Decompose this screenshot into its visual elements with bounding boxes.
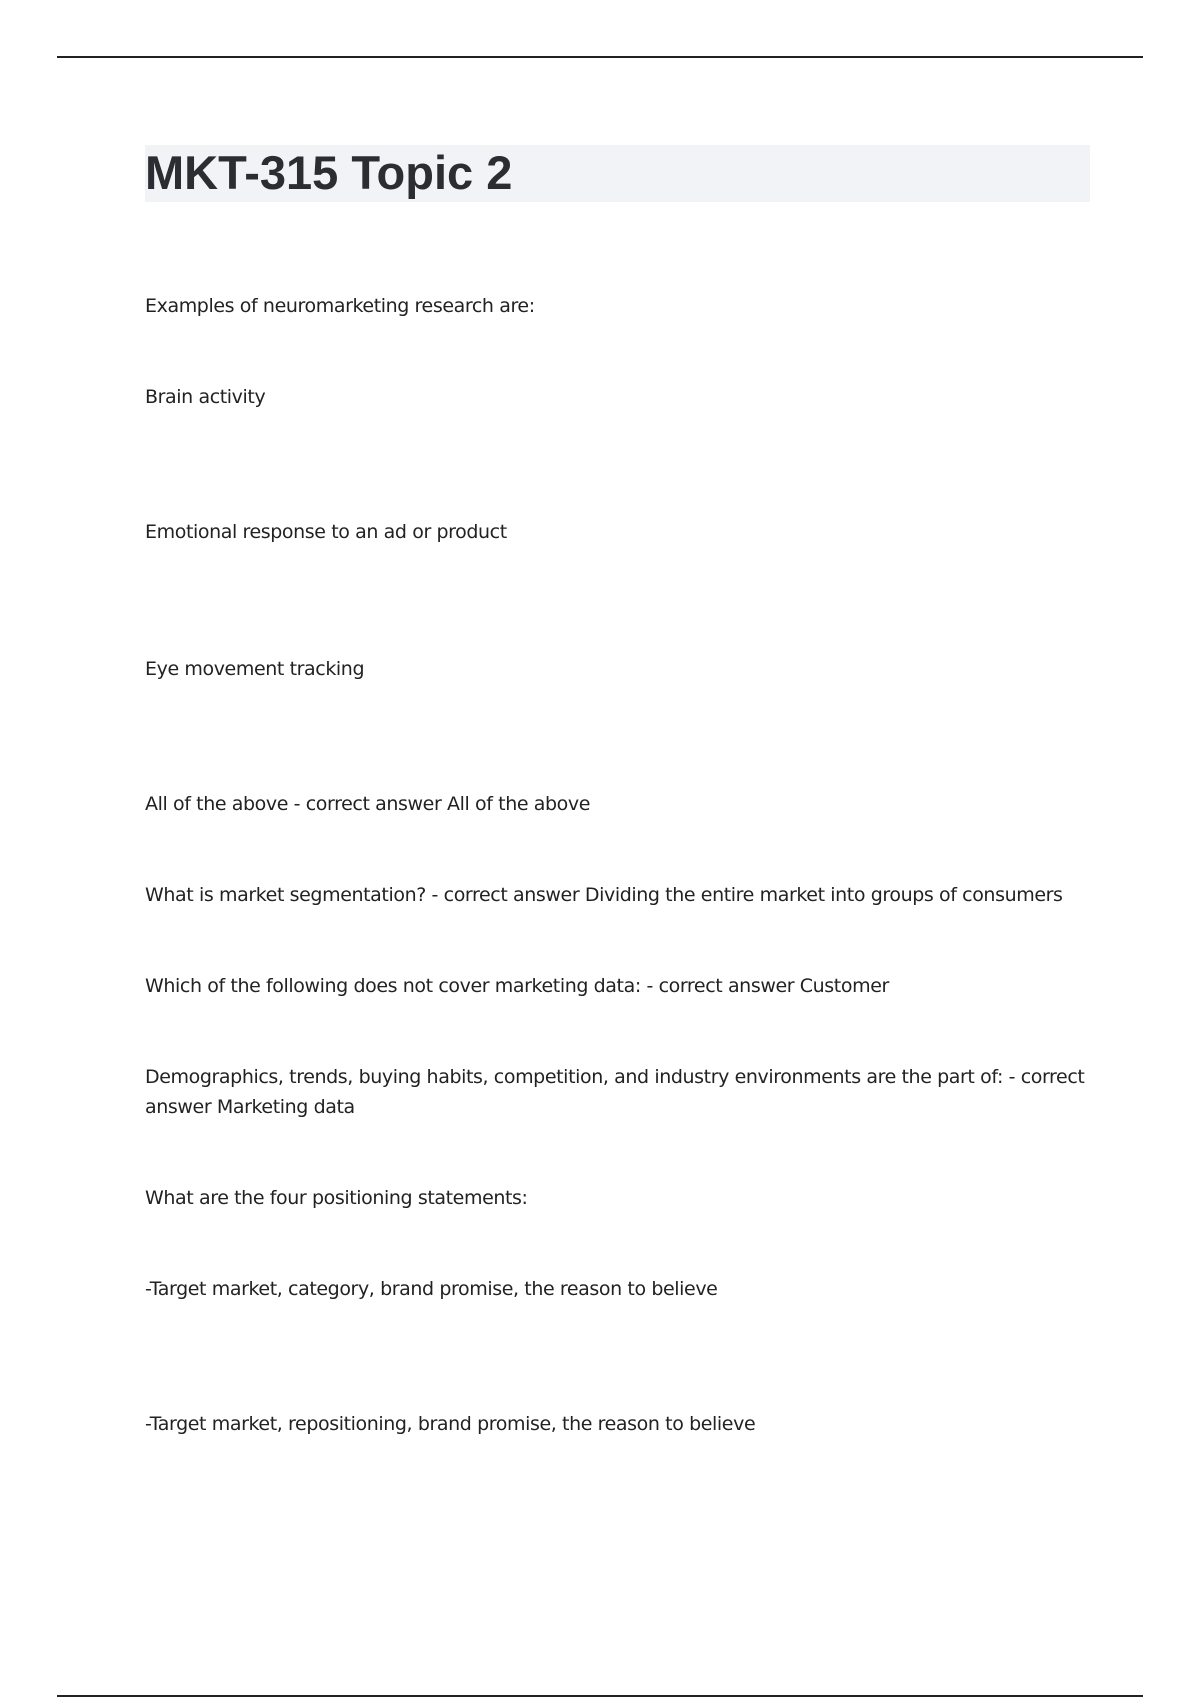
paragraph-option-emotional-response: Emotional response to an ad or product [145, 521, 507, 543]
paragraph-question-neuromarketing: Examples of neuromarketing research are: [145, 295, 535, 317]
bottom-rule [57, 1695, 1143, 1697]
paragraph-option-brain-activity: Brain activity [145, 386, 266, 408]
paragraph-option-eye-tracking: Eye movement tracking [145, 658, 365, 680]
page-title: MKT-315 Topic 2 [145, 146, 513, 199]
paragraph-option-repositioning: -Target market, repositioning, brand promise, the reason to believe [145, 1413, 756, 1435]
top-rule [57, 56, 1143, 58]
paragraph-marketing-data-question: Which of the following does not cover marketing data: - correct answer Customer [145, 975, 889, 997]
paragraph-positioning-question: What are the four positioning statements: [145, 1187, 528, 1209]
paragraph-option-category: -Target market, category, brand promise, the reason to believe [145, 1278, 718, 1300]
paragraph-demographics: Demographics, trends, buying habits, competition, and industry environments are the part of: - correct answer Marketing data [145, 1066, 1085, 1118]
paragraph-market-segmentation: What is market segmentation? - correct answer Dividing the entire market into groups of consumers [145, 884, 1063, 906]
paragraph-answer-all-above: All of the above - correct answer All of the above [145, 793, 591, 815]
